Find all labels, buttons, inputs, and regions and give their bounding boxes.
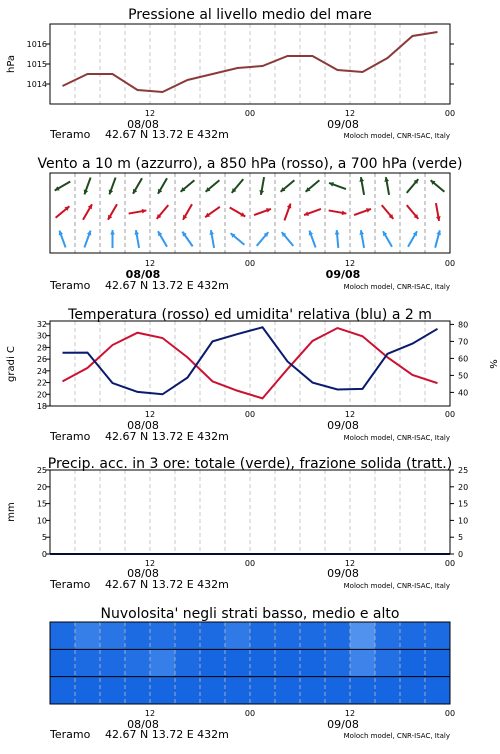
x-tick-label: 00: [245, 259, 255, 268]
y2-tick-label: 40: [458, 388, 468, 397]
cloud-cell: [300, 677, 326, 704]
y2-tick-label: 15: [458, 500, 468, 509]
cloud-cell: [250, 622, 276, 649]
model-credit: Moloch model, CNR-ISAC, Italy: [344, 732, 450, 740]
cloud-cell: [150, 677, 176, 704]
cloud-cell: [225, 649, 251, 676]
x-tick-label: 12: [345, 709, 355, 718]
date-label: 08/08: [127, 567, 159, 580]
y-tick-label: 25: [37, 466, 47, 475]
y-tick-label: 22: [37, 379, 47, 388]
cloud-cell: [200, 649, 226, 676]
cloud-cell: [400, 677, 426, 704]
y-tick-label: 20: [37, 483, 47, 492]
x-tick-label: 00: [445, 410, 455, 419]
cloud-cell: [75, 622, 101, 649]
y-axis-label: hPa: [6, 55, 17, 73]
y-axis-label: mm: [6, 502, 17, 521]
cloud-cell: [175, 677, 201, 704]
date-label: 09/08: [326, 268, 361, 281]
y-tick-label: 24: [37, 367, 47, 376]
plot-frame: [50, 24, 450, 104]
date-label: 08/08: [127, 118, 159, 131]
model-credit: Moloch model, CNR-ISAC, Italy: [344, 132, 450, 140]
panel-title: Temperatura (rosso) ed umidita' relativa (blu) a 2 m: [67, 307, 432, 323]
cloud-cell: [425, 677, 451, 704]
x-tick-label: 00: [245, 709, 255, 718]
wind-arrow-head: [110, 230, 115, 234]
x-tick-label: 00: [445, 109, 455, 118]
plot-frame: [50, 173, 450, 253]
x-tick-label: 12: [345, 410, 355, 419]
y-tick-label: 10: [37, 516, 47, 525]
x-tick-label: 12: [345, 259, 355, 268]
cloud-cell: [50, 622, 76, 649]
station-coords: 42.67 N 13.72 E 432m: [105, 279, 229, 292]
cloud-cell: [225, 622, 251, 649]
panel-title: Precip. acc. in 3 ore: totale (verde), frazione solida (tratt.): [48, 456, 452, 472]
x-tick-label: 00: [245, 410, 255, 419]
x-tick-label: 00: [245, 559, 255, 568]
date-label: 09/08: [327, 419, 359, 432]
cloud-cell: [50, 649, 76, 676]
y-tick-label: 26: [37, 355, 47, 364]
cloud-cell: [425, 622, 451, 649]
date-label: 09/08: [327, 567, 359, 580]
cloud-cell: [50, 677, 76, 704]
date-label: 08/08: [127, 718, 159, 731]
y-tick-label: 18: [37, 402, 47, 411]
date-label: 08/08: [127, 419, 159, 432]
station-coords: 42.67 N 13.72 E 432m: [105, 430, 229, 443]
y2-axis-label: %: [487, 359, 498, 369]
y2-tick-label: 10: [458, 516, 468, 525]
cloud-cell: [200, 677, 226, 704]
cloud-cell: [100, 622, 126, 649]
cloud-cell: [300, 649, 326, 676]
cloud-cell: [325, 649, 351, 676]
cloud-cell: [350, 649, 376, 676]
x-tick-label: 00: [445, 709, 455, 718]
cloud-cell: [125, 677, 151, 704]
y-axis-label: gradi C: [6, 346, 17, 382]
y2-tick-label: 20: [458, 483, 468, 492]
y2-tick-label: 70: [458, 337, 468, 346]
cloud-cell: [325, 677, 351, 704]
station-name: Teramo: [49, 430, 91, 443]
y2-tick-label: 80: [458, 320, 468, 329]
y-tick-label: 5: [42, 533, 47, 542]
y-tick-label: 32: [37, 320, 47, 329]
cloud-cell: [375, 622, 401, 649]
y2-tick-label: 5: [458, 533, 463, 542]
cloud-cell: [400, 622, 426, 649]
cloud-cell: [250, 677, 276, 704]
cloud-cell: [275, 677, 301, 704]
cloud-cell: [350, 622, 376, 649]
model-credit: Moloch model, CNR-ISAC, Italy: [344, 434, 450, 442]
panel-title: Vento a 10 m (azzurro), a 850 hPa (rosso), a 700 hPa (verde): [37, 156, 462, 172]
cloud-cell: [100, 649, 126, 676]
panel-title: Nuvolosita' negli strati basso, medio e alto: [101, 606, 400, 622]
y-tick-label: 28: [37, 343, 47, 352]
y-tick-label: 15: [37, 500, 47, 509]
x-tick-label: 12: [145, 109, 155, 118]
model-credit: Moloch model, CNR-ISAC, Italy: [344, 283, 450, 291]
y2-tick-label: 25: [458, 466, 468, 475]
y2-tick-label: 60: [458, 354, 468, 363]
y-tick-label: 0: [42, 550, 47, 559]
cloud-cell: [350, 677, 376, 704]
x-tick-label: 12: [145, 709, 155, 718]
station-coords: 42.67 N 13.72 E 432m: [105, 728, 229, 741]
cloud-cell: [275, 622, 301, 649]
y-tick-label: 20: [37, 390, 47, 399]
station-name: Teramo: [49, 728, 91, 741]
cloud-cell: [100, 677, 126, 704]
cloud-cell: [375, 677, 401, 704]
cloud-cell: [425, 649, 451, 676]
y2-tick-label: 50: [458, 371, 468, 380]
station-name: Teramo: [49, 578, 91, 591]
cloud-cell: [375, 649, 401, 676]
cloud-cell: [175, 649, 201, 676]
station-coords: 42.67 N 13.72 E 432m: [105, 128, 229, 141]
x-tick-label: 12: [345, 559, 355, 568]
x-tick-label: 12: [145, 410, 155, 419]
date-label: 08/08: [126, 268, 161, 281]
cloud-cell: [150, 649, 176, 676]
x-tick-label: 00: [445, 259, 455, 268]
x-tick-label: 00: [445, 559, 455, 568]
x-tick-label: 00: [245, 109, 255, 118]
panel-title: Pressione al livello medio del mare: [128, 7, 372, 23]
y-tick-label: 1016: [27, 40, 47, 49]
station-name: Teramo: [49, 279, 91, 292]
model-credit: Moloch model, CNR-ISAC, Italy: [344, 582, 450, 590]
x-tick-label: 12: [345, 109, 355, 118]
cloud-cell: [175, 622, 201, 649]
cloud-cell: [225, 677, 251, 704]
x-tick-label: 12: [145, 259, 155, 268]
cloud-cell: [275, 649, 301, 676]
cloud-cell: [250, 649, 276, 676]
cloud-cell: [325, 622, 351, 649]
station-name: Teramo: [49, 128, 91, 141]
y2-tick-label: 0: [458, 550, 463, 559]
cloud-cell: [300, 622, 326, 649]
date-label: 09/08: [327, 718, 359, 731]
cloud-cell: [200, 622, 226, 649]
x-tick-label: 12: [145, 559, 155, 568]
station-coords: 42.67 N 13.72 E 432m: [105, 578, 229, 591]
y-tick-label: 30: [37, 332, 47, 341]
y-tick-label: 1015: [27, 60, 47, 69]
cloud-cell: [75, 649, 101, 676]
cloud-cell: [125, 649, 151, 676]
date-label: 09/08: [327, 118, 359, 131]
cloud-cell: [75, 677, 101, 704]
cloud-cell: [150, 622, 176, 649]
wind-arrow-head: [335, 230, 340, 235]
cloud-cell: [125, 622, 151, 649]
cloud-cell: [400, 649, 426, 676]
y-tick-label: 1014: [27, 80, 47, 89]
